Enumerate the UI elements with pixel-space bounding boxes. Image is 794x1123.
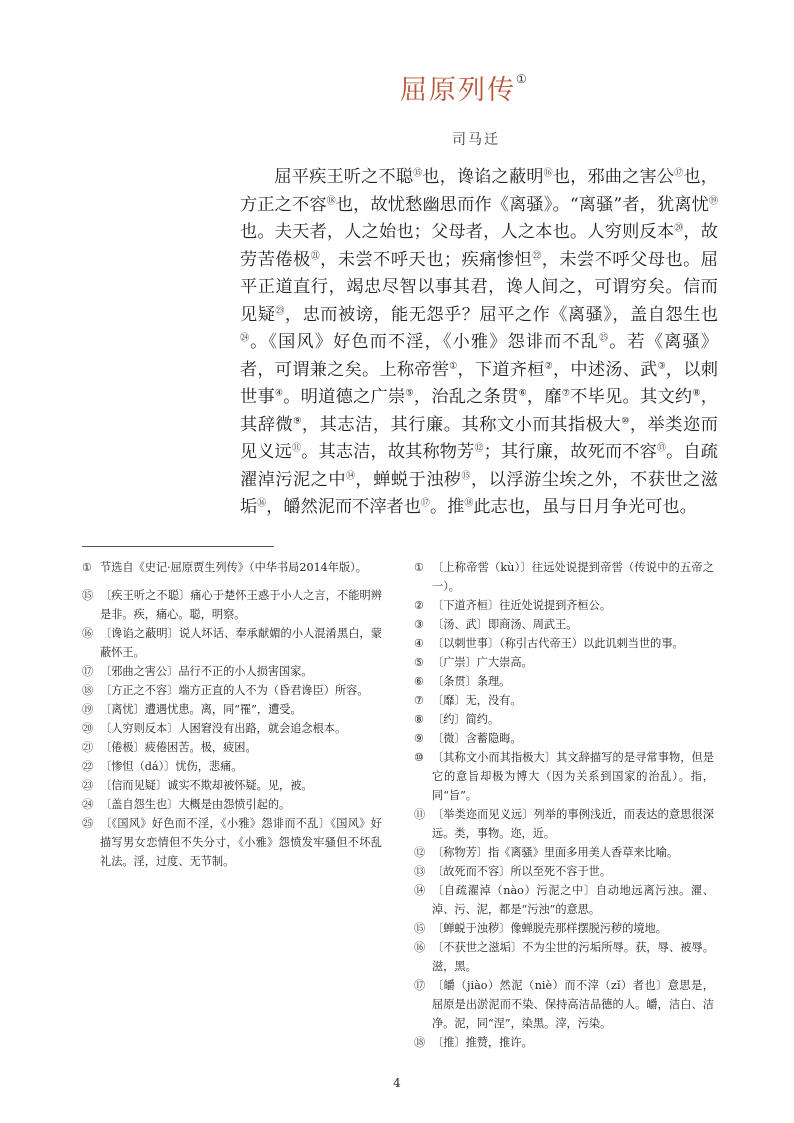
footnote-item xyxy=(82,795,382,814)
footnote-item xyxy=(414,748,714,805)
footnote-text: 〔微〕含蓄隐晦。 xyxy=(432,732,522,745)
footnote-ref[interactable]: ⑤ xyxy=(405,388,414,399)
footnote-number: ⑪ xyxy=(414,808,426,821)
footnote-ref[interactable]: ③ xyxy=(657,360,666,371)
footnote-ref[interactable]: ㉔ xyxy=(240,333,251,344)
footnote-item xyxy=(82,738,382,757)
footnote-text: 〔倦极〕疲倦困苦。极，疲困。 xyxy=(100,741,257,754)
footnote-ref[interactable]: ⑲ xyxy=(708,195,718,206)
footnote-ref[interactable]: ⑨ xyxy=(293,415,302,426)
footnote-text: 〔汤、武〕即商汤、周武王。 xyxy=(432,618,578,631)
footnote-number: ③ xyxy=(414,618,425,631)
main-paragraph: 屈平疾王听之不聪⑮也，谗谄之蔽明⑯也，邪曲之害公⑰也，方正之不容⑱也，故忧愁幽思而作《离骚》。“离骚”者，犹离忧⑲也。夫天者，人之始也；父母者，人之本也。人穷则反本⑳，故劳苦倦极$^㉑$，未尝不呼天也；疾痛惨怛$^㉒$，未尝不呼父母也。屈平正道直行，竭忠尽智以事其君，谗人间之，可谓穷矣。信而见疑$^㉓$，忠而被谤，能无怨乎？屈平之作《离骚》，盖自怨生也$^㉔$。《国风》好色而不淫，《小雅》怨诽而不乱$^㉕$。若《离骚》者，可谓兼之矣。上称帝喾①，下道齐桓②，中述汤、武③，以刺世事④。明道德之广崇⑤，治乱之条贯⑥，靡⑦不毕见。其文约⑧，其辞微⑨，其志洁，其行廉。其称文小而其指极大⑩，举类迩而见义远⑪。其志洁，故其称物芳⑫；其行廉，故死而不容⑬。自疏濯淖污泥之中⑭，蝉蜕于浊秽⑮，以浮游尘埃之外，不获世之滋垢⑯，皭然泥而不滓者也⑰。推⑱此志也，虽与日月争光可也。 xyxy=(240,167,718,517)
footnote-item xyxy=(414,558,714,596)
footnote-item xyxy=(82,662,382,681)
footnote-text: 〔人穷则反本〕人困窘没有出路，就会追念根本。 xyxy=(100,722,347,735)
footnote-text: 〔邪曲之害公〕品行不正的小人损害国家。 xyxy=(100,665,313,678)
main-text xyxy=(240,164,718,522)
author-name: 司马迁 xyxy=(452,132,500,148)
footnote-text: 〔不获世之滋垢〕不为尘世的污垢所辱。获，辱、被辱。滋，黑。 xyxy=(432,941,714,973)
footnote-text: 〔谗谄之蔽明〕说人坏话、奉承献媚的小人混淆黑白，蒙蔽怀王。 xyxy=(100,627,382,659)
footnote-ref[interactable]: ① xyxy=(449,360,458,371)
footnote-item xyxy=(414,653,714,672)
footnote-number: ㉓ xyxy=(82,779,94,792)
footnote-text: 〔约〕简约。 xyxy=(432,713,500,726)
footnote-number: ① xyxy=(82,561,93,574)
footnotes-source-note xyxy=(82,558,382,577)
footnote-item xyxy=(414,976,714,1033)
footnote-text: 〔称物芳〕指《离骚》里面多用美人香草来比喻。 xyxy=(432,846,679,859)
footnote-text: 〔以刺世事〕（称引古代帝王）以此讥刺当世的事。 xyxy=(432,637,684,650)
footnote-ref[interactable]: ㉕ xyxy=(599,333,610,344)
page-number: 4 xyxy=(393,1076,401,1090)
footnote-number: ⑯ xyxy=(414,941,426,954)
footnote-number: ⑱ xyxy=(414,1036,426,1049)
footnote-ref[interactable]: ⑯ xyxy=(543,168,553,179)
footnote-ref[interactable]: ⑥ xyxy=(518,388,527,399)
footnote-text: 〔方正之不容〕端方正直的人不为（昏君谗臣）所容。 xyxy=(100,684,369,697)
footnote-ref[interactable]: ㉑ xyxy=(310,250,321,261)
footnote-number: ㉒ xyxy=(82,760,94,773)
footnote-item xyxy=(82,558,382,577)
footnote-text: 〔皭（jiào）然泥（niè）而不滓（zǐ）者也〕意思是，屈原是出淤泥而不染、保持高洁品德的人。皭，洁白、洁净。泥，同“涅”，染黑。滓，污染。 xyxy=(432,979,714,1030)
footnote-ref[interactable]: ④ xyxy=(274,388,284,399)
footnote-text: 〔蝉蜕于浊秽〕像蝉脱壳那样摆脱污秽的境地。 xyxy=(432,922,667,935)
footnote-number: ⑰ xyxy=(414,979,426,992)
footnote-text: 〔靡〕无，没有。 xyxy=(432,694,522,707)
footnote-item xyxy=(414,634,714,653)
footnote-item xyxy=(82,719,382,738)
footnote-ref[interactable]: ⑳ xyxy=(674,223,684,234)
footnotes-left-column xyxy=(82,558,382,871)
footnote-text: 〔惨怛（dá）〕忧伤，悲痛。 xyxy=(100,760,243,773)
footnote-ref[interactable]: ⑩ xyxy=(621,415,630,426)
footnotes-right-column xyxy=(414,558,714,1052)
footnote-number: ⑲ xyxy=(82,703,94,716)
title-footnote-ref[interactable]: ① xyxy=(516,72,527,86)
footnote-ref[interactable]: ⑦ xyxy=(561,388,571,399)
footnote-ref[interactable]: ㉓ xyxy=(275,305,285,316)
footnote-item xyxy=(82,586,382,624)
footnote-ref[interactable]: ⑪ xyxy=(292,443,302,454)
footnote-item xyxy=(414,615,714,634)
footnote-item xyxy=(82,814,382,871)
footnote-item xyxy=(414,596,714,615)
footnote-number: ㉔ xyxy=(82,798,94,811)
footnote-number: ⑦ xyxy=(414,694,425,707)
footnote-item xyxy=(414,672,714,691)
footnote-item xyxy=(414,1033,714,1052)
footnote-item xyxy=(414,938,714,976)
footnote-number: ① xyxy=(414,561,425,574)
footnote-ref[interactable]: ⑱ xyxy=(464,498,474,509)
footnote-text: 〔条贯〕条理。 xyxy=(432,675,511,688)
footnote-divider xyxy=(82,546,274,547)
footnote-number: ⑯ xyxy=(82,627,94,640)
footnote-number: ⑳ xyxy=(82,722,94,735)
footnote-text: 〔上称帝喾（kù）〕往远处说提到帝喾（传说中的五帝之一）。 xyxy=(432,561,714,593)
footnotes-left-list xyxy=(82,586,382,871)
footnote-text: 节选自《史记·屈原贾生列传》（中华书局2014年版）。 xyxy=(100,561,367,574)
footnote-ref[interactable]: ⑮ xyxy=(413,168,423,179)
footnote-text: 〔故死而不容〕所以至死不容于世。 xyxy=(432,865,612,878)
footnote-item xyxy=(414,862,714,881)
footnote-text: 〔自疏濯淖（nào）污泥之中〕自动地远离污浊。濯、淖、污、泥，都是“污浊”的意思。 xyxy=(432,884,714,916)
footnote-item xyxy=(414,729,714,748)
footnote-number: ⑬ xyxy=(414,865,426,878)
footnote-number: ⑫ xyxy=(414,846,426,859)
title-text: 屈原列传 xyxy=(400,75,516,106)
footnote-number: ㉑ xyxy=(82,741,94,754)
footnote-item xyxy=(414,843,714,862)
footnote-number: ⑭ xyxy=(414,884,426,897)
footnote-number: ⑩ xyxy=(414,751,425,764)
footnote-text: 〔《国风》好色而不淫，《小雅》怨诽而不乱〕《国风》好描写男女恋情但不失分寸，《小雅》怨愤发牢骚但不坏乱礼法。淫，过度、无节制。 xyxy=(100,817,382,868)
footnote-text: 〔其称文小而其指极大〕其文辞描写的是寻常事物，但是它的意旨却极为博大（因为关系到国家的治乱）。指，同“旨”。 xyxy=(432,751,714,802)
footnote-ref[interactable]: ㉒ xyxy=(532,250,542,261)
footnote-text: 〔盖自怨生也〕大概是由怨愤引起的。 xyxy=(100,798,291,811)
footnote-number: ④ xyxy=(414,637,425,650)
footnote-ref[interactable]: ⑧ xyxy=(692,388,701,399)
footnote-text: 〔离忧〕遭遇忧患。离，同“罹”，遭受。 xyxy=(100,703,302,716)
footnote-item xyxy=(82,757,382,776)
article-title xyxy=(400,68,527,107)
footnote-number: ㉕ xyxy=(82,817,94,830)
footnote-item xyxy=(82,681,382,700)
footnote-number: ⑧ xyxy=(414,713,425,726)
footnote-item xyxy=(414,919,714,938)
footnote-number: ⑮ xyxy=(414,922,426,935)
footnote-number: ⑰ xyxy=(82,665,94,678)
footnote-spacer xyxy=(82,577,382,586)
footnote-number: ⑤ xyxy=(414,656,425,669)
footnote-item xyxy=(414,710,714,729)
footnote-item xyxy=(82,700,382,719)
footnote-text: 〔信而见疑〕诚实不欺却被怀疑。见，被。 xyxy=(100,779,313,792)
footnote-ref[interactable]: ⑰ xyxy=(420,498,430,509)
footnote-item xyxy=(82,776,382,795)
footnote-item xyxy=(414,881,714,919)
footnote-item xyxy=(414,691,714,710)
footnote-ref[interactable]: ⑱ xyxy=(326,195,336,206)
footnote-number: ⑥ xyxy=(414,675,425,688)
footnote-ref[interactable]: ⑭ xyxy=(346,470,356,481)
footnote-text: 〔广崇〕广大崇高。 xyxy=(432,656,533,669)
footnote-ref[interactable]: ⑫ xyxy=(474,443,484,454)
footnote-text: 〔举类迩而见义远〕列举的事例浅近，而表达的意思很深远。类，事物。迩，近。 xyxy=(432,808,714,840)
footnote-ref[interactable]: ⑬ xyxy=(656,443,667,454)
footnote-item xyxy=(82,624,382,662)
footnote-ref[interactable]: ② xyxy=(544,360,553,371)
footnote-number: ② xyxy=(414,599,425,612)
footnote-item xyxy=(414,805,714,843)
footnote-text: 〔推〕推赞，推许。 xyxy=(432,1036,533,1049)
footnotes-right-list xyxy=(414,558,714,1052)
footnote-ref[interactable]: ⑮ xyxy=(461,470,472,481)
footnote-number: ⑱ xyxy=(82,684,94,697)
footnote-number: ⑨ xyxy=(414,732,425,745)
footnote-ref[interactable]: ⑯ xyxy=(257,498,267,509)
footnote-text: 〔下道齐桓〕往近处说提到齐桓公。 xyxy=(432,599,612,612)
footnote-number: ⑮ xyxy=(82,589,94,602)
footnote-text: 〔疾王听之不聪〕痛心于楚怀王惑于小人之言，不能明辨是非。疾，痛心。聪，明察。 xyxy=(100,589,382,621)
footnote-ref[interactable]: ⑰ xyxy=(674,168,684,179)
